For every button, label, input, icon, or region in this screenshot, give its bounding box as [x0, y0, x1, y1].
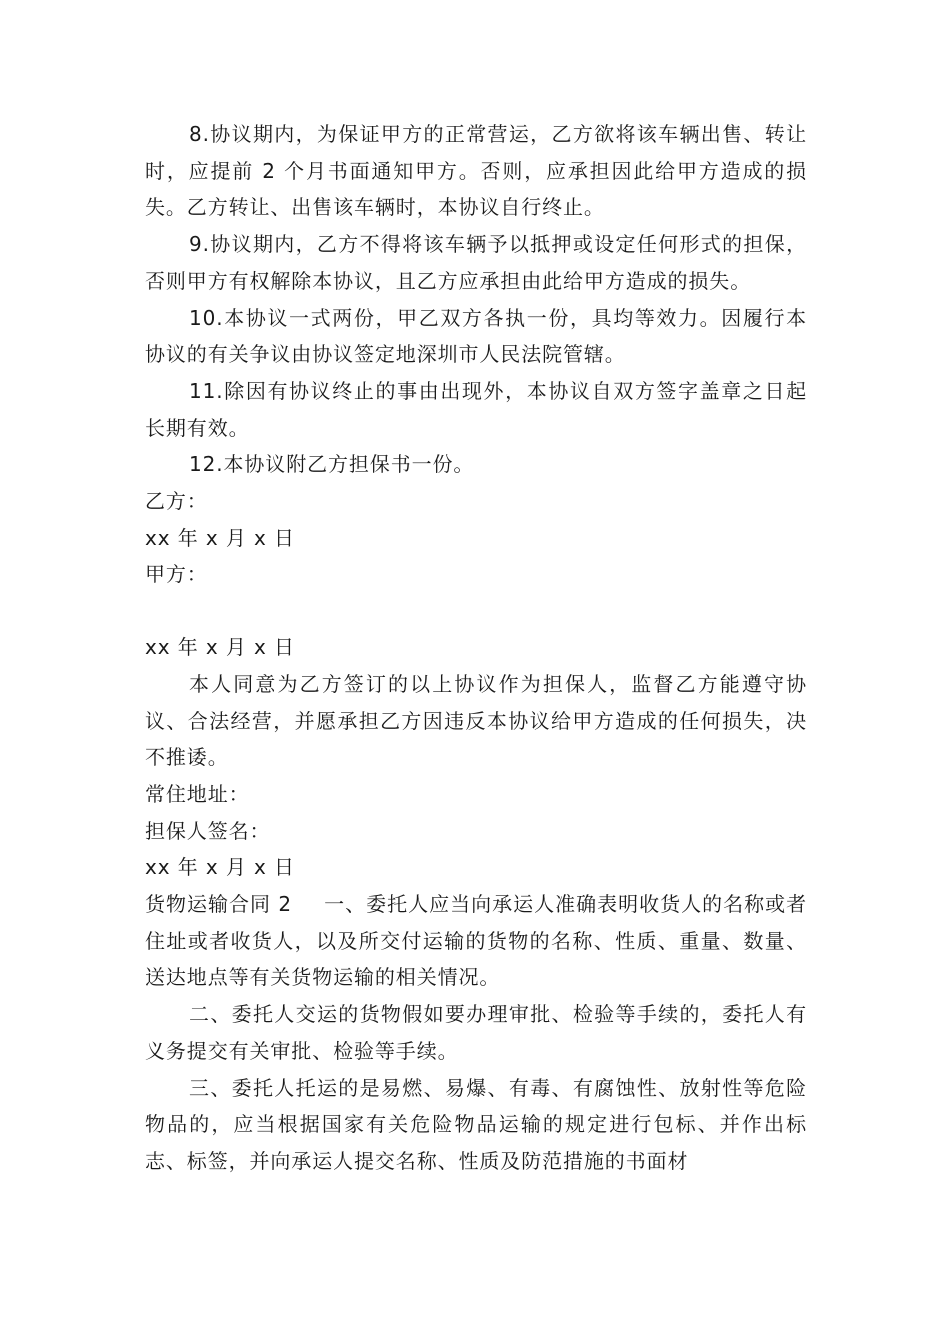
guarantor-address: 常住地址： [145, 781, 250, 806]
document-body [145, 116, 807, 1180]
guarantee-date: xx 年 x 月 x 日 [145, 855, 295, 880]
clause-9: 9.协议期内，乙方不得将该车辆予以抵押或设定任何形式的担保，否则甲方有权解除本协议，且乙方应承担由此给甲方造成的损失。 [145, 232, 807, 293]
party-b-date: xx 年 x 月 x 日 [145, 525, 295, 550]
clause-11: 11.除因有协议终止的事由出现外，本协议自双方签字盖章之日起长期有效。 [145, 378, 807, 440]
clause-12: 12.本协议附乙方担保书一份。 [189, 452, 475, 477]
clause-10: 10.本协议一式两份，甲乙双方各执一份，具均等效力。因履行本协议的有关争议由协议签定地深圳市人民法院管辖。 [145, 305, 807, 367]
contract-2-clause-2: 二、委托人交运的货物假如要办理审批、检验等手续的，委托人有义务提交有关审批、检验等手续。 [145, 1002, 807, 1063]
contract-2-first-paragraph [145, 886, 807, 996]
clause-8: 8.协议期内，为保证甲方的正常营运，乙方欲将该车辆出售、转让时，应提前 2 个月书面通知甲方。否则，应承担因此给甲方造成的损失。乙方转让、出售该车辆时，本协议自行终止。 [145, 122, 807, 220]
contract-2-clause-1: 一、委托人应当向承运人准确表明收货人的名称或者住址或者收货人，以及所交付运输的货物的名称、性质、重量、数量、送达地点等有关货物运输的相关情况。 [145, 892, 807, 990]
signature-gap [145, 593, 807, 629]
contract-2-title: 货物运输合同 2 [145, 892, 292, 917]
party-a-date: xx 年 x 月 x 日 [145, 635, 295, 660]
contract-2-clause-3: 三、委托人托运的是易燃、易爆、有毒、有腐蚀性、放射性等危险物品的，应当根据国家有关危险物品运输的规定进行包标、并作出标志、标签，并向承运人提交名称、性质及防范措施的书面材 [145, 1075, 807, 1173]
guarantor-signature: 担保人签名： [145, 818, 271, 843]
guarantee-statement: 本人同意为乙方签订的以上协议作为担保人，监督乙方能遵守协议、合法经营，并愿承担乙方因违反本协议给甲方造成的任何损失，决不推诿。 [145, 671, 807, 770]
party-a-label: 甲方： [145, 562, 208, 587]
party-b-label: 乙方： [145, 489, 208, 514]
